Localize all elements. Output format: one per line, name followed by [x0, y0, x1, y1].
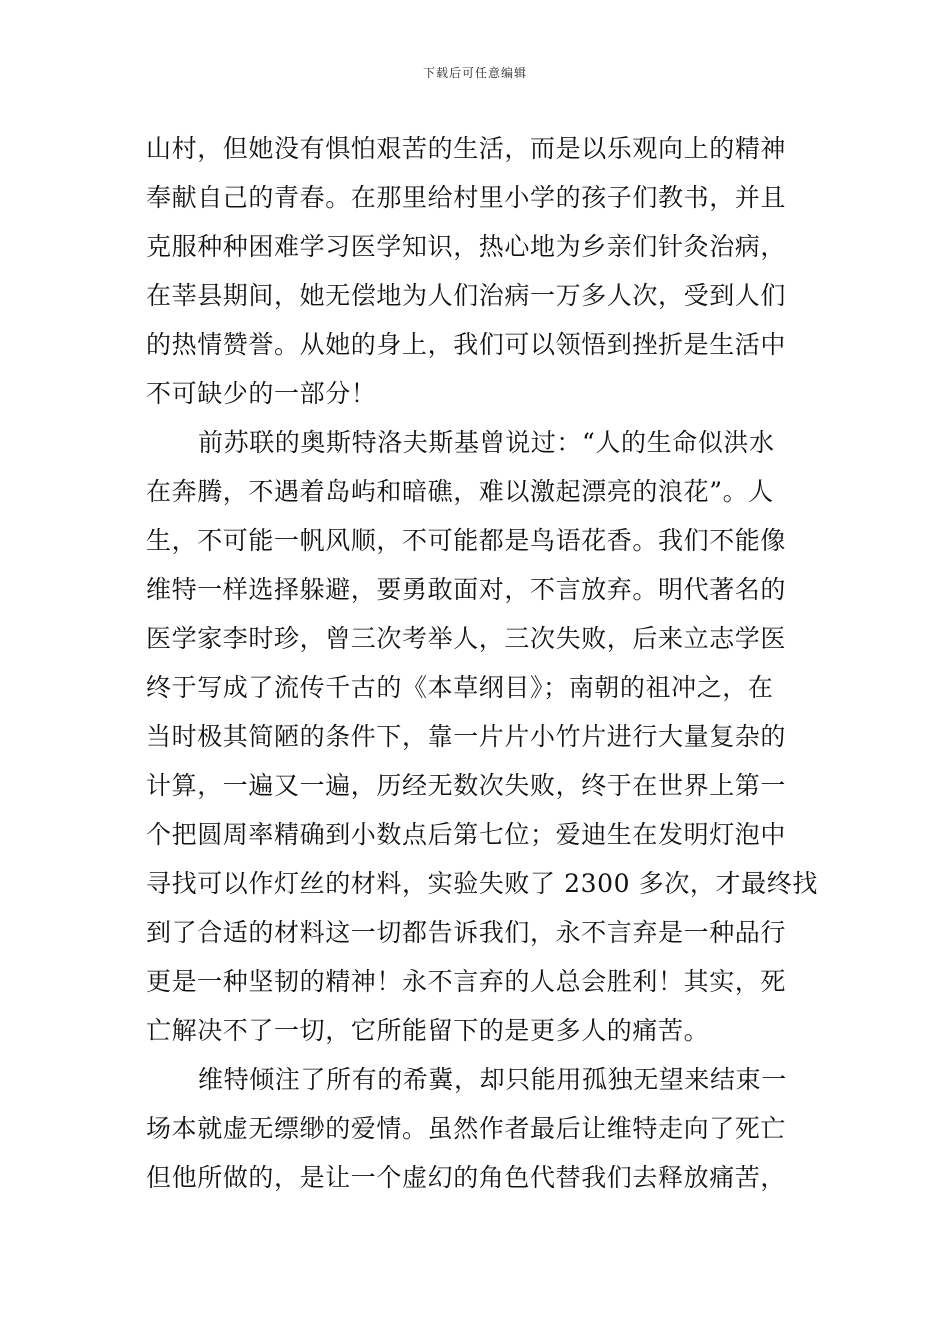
- text-line: 个把圆周率精确到小数点后第七位；爱迪生在发明灯泡中: [146, 820, 787, 849]
- text-line: 在莘县期间，她无偿地为人们治病一万多人次，受到人们: [146, 281, 787, 310]
- text-line: 当时极其简陋的条件下，靠一片片小竹片进行大量复杂的: [146, 722, 787, 751]
- text-line: 的热情赞誉。从她的身上，我们可以领悟到挫折是生活中: [146, 330, 787, 359]
- text-line: 不可缺少的一部分！: [146, 379, 377, 408]
- text-line: 前苏联的奥斯特洛夫斯基曾说过：“人的生命似洪水: [198, 428, 775, 457]
- document-body: [146, 124, 818, 1202]
- text-line: 计算，一遍又一遍，历经无数次失败，终于在世界上第一: [146, 771, 787, 800]
- text-line: 在奔腾，不遇着岛屿和暗礁，难以激起漂亮的浪花”。人: [146, 477, 774, 506]
- text-line: 生，不可能一帆风顺，不可能都是鸟语花香。我们不能像: [146, 526, 787, 555]
- text-line: 更是一种坚韧的精神！永不言弃的人总会胜利！其实，死: [146, 967, 787, 996]
- page-header: 下载后可任意编辑: [422, 66, 527, 80]
- text-line: 寻找可以作灯丝的材料，实验失败了 2300 多次，才最终找: [146, 869, 818, 898]
- text-line: 终于写成了流传千古的《本草纲目》；南朝的祖冲之，在: [146, 673, 774, 702]
- text-line: 克服种种困难学习医学知识，热心地为乡亲们针灸治病，: [146, 232, 787, 261]
- text-line: 维特一样选择躲避，要勇敢面对，不言放弃。明代著名的: [146, 575, 787, 604]
- text-line: 到了合适的材料这一切都告诉我们，永不言弃是一种品行: [146, 918, 787, 947]
- text-line: 但他所做的，是让一个虚幻的角色代替我们去释放痛苦，: [146, 1163, 787, 1192]
- text-line: 维特倾注了所有的希冀，却只能用孤独无望来结束一: [198, 1065, 787, 1094]
- text-line: 山村，但她没有惧怕艰苦的生活，而是以乐观向上的精神: [146, 134, 787, 163]
- text-line: 亡解决不了一切，它所能留下的是更多人的痛苦。: [146, 1016, 710, 1045]
- text-line: 奉献自己的青春。在那里给村里小学的孩子们教书，并且: [146, 183, 787, 212]
- text-line: 场本就虚无缥缈的爱情。虽然作者最后让维特走向了死亡: [146, 1114, 787, 1143]
- text-line: 医学家李时珍，曾三次考举人，三次失败，后来立志学医: [146, 624, 787, 653]
